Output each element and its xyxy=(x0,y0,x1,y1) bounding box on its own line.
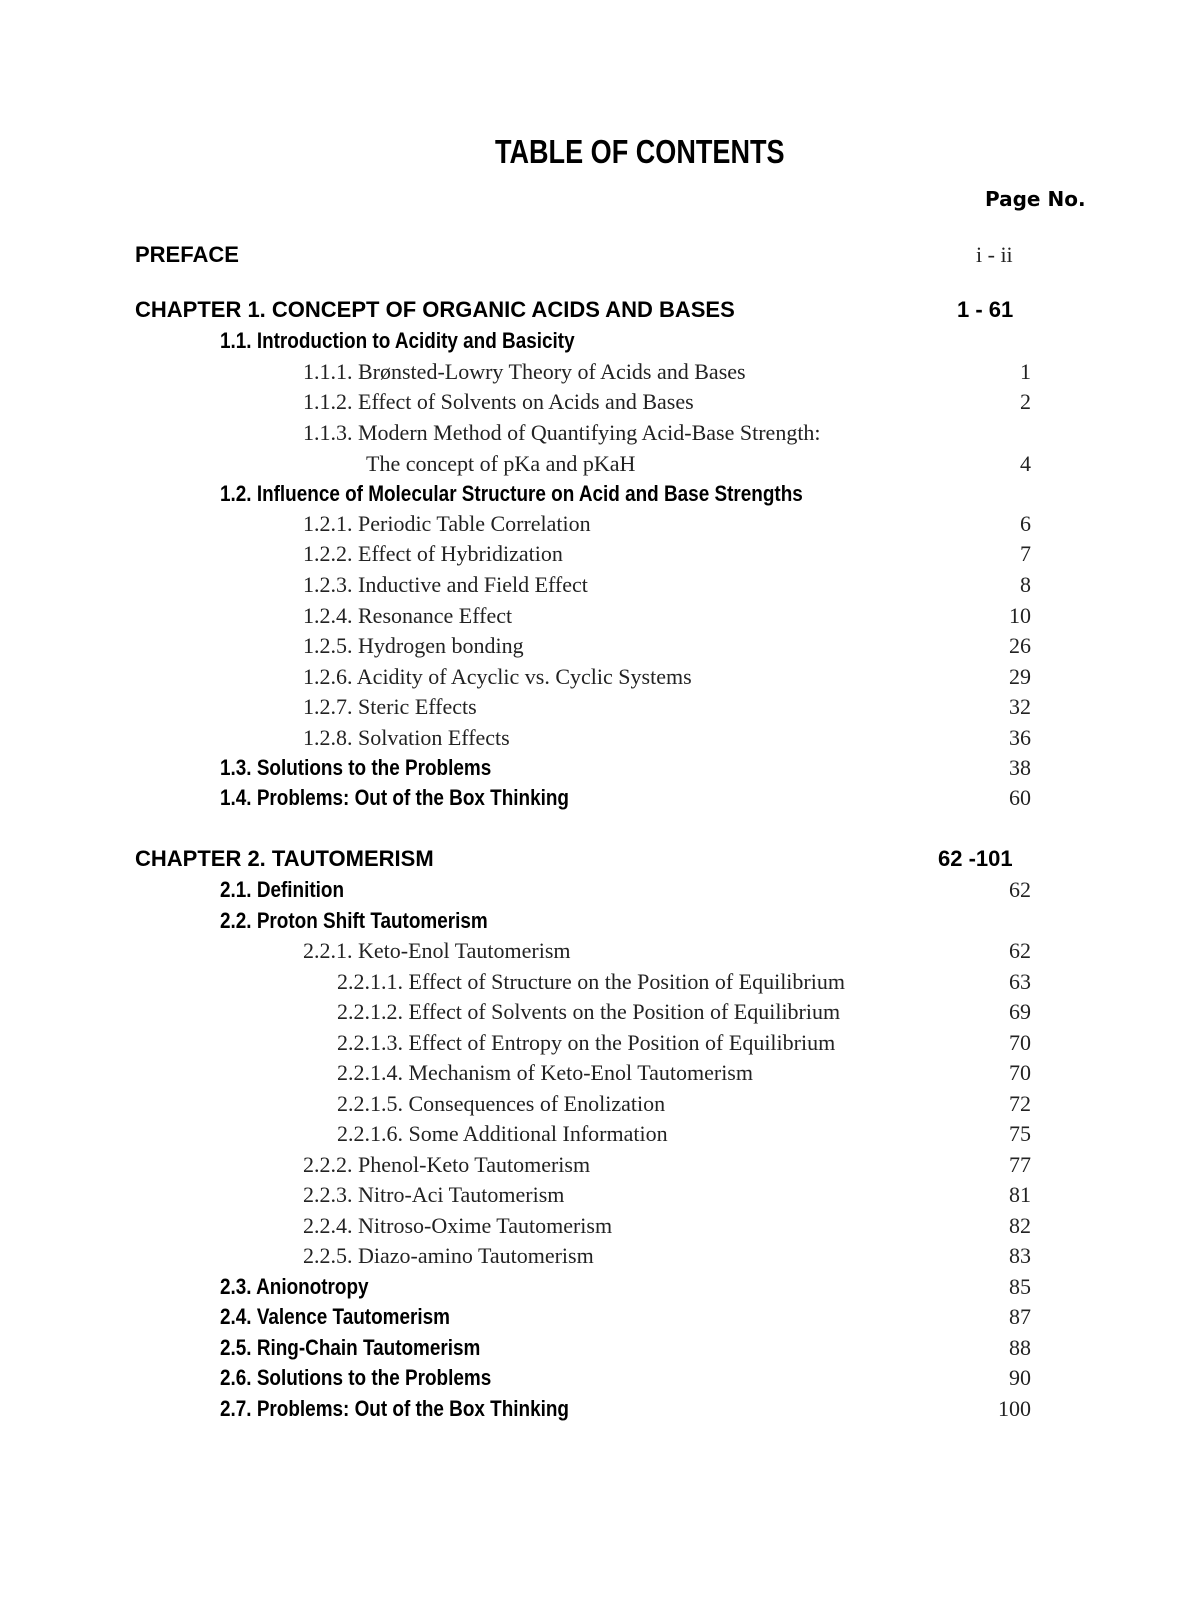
toc-entry-label: 1.1. Introduction to Acidity and Basicity xyxy=(220,328,575,353)
toc-section-entry xyxy=(0,1274,1200,1304)
toc-entry-page-number: 26 xyxy=(1009,633,1031,658)
toc-entry-label: 2.3. Anionotropy xyxy=(220,1274,369,1299)
toc-entry-page-number: 82 xyxy=(1009,1213,1031,1238)
toc-entry-page-number: 75 xyxy=(1009,1121,1031,1146)
toc-subsection-entry xyxy=(0,389,1200,419)
toc-entry-label: 1.2.4. Resonance Effect xyxy=(303,603,513,628)
toc-entry-label: 1.2.1. Periodic Table Correlation xyxy=(303,511,591,536)
toc-entry-label: 2.2.5. Diazo-amino Tautomerism xyxy=(303,1243,594,1268)
toc-entry-page-number: 62 xyxy=(1009,938,1031,963)
toc-subsection-entry xyxy=(0,694,1200,724)
toc-entry-label: The concept of pKa and pKaH xyxy=(366,451,636,476)
toc-entry-label: 2.2.1.5. Consequences of Enolization xyxy=(337,1091,666,1116)
toc-entry-label: 2.2.1.3. Effect of Entropy on the Position of Equilibrium xyxy=(337,1030,836,1055)
page-title: TABLE OF CONTENTS xyxy=(494,133,785,170)
toc-entry-page-number: 87 xyxy=(1009,1304,1031,1329)
toc-entry-page-number: 1 xyxy=(1020,359,1031,384)
toc-entry-page-number: 100 xyxy=(998,1396,1031,1421)
toc-entry-label: 1.2.2. Effect of Hybridization xyxy=(303,541,563,566)
toc-subsection-entry xyxy=(0,725,1200,755)
toc-entry-label: CHAPTER 2. TAUTOMERISM xyxy=(135,846,434,871)
toc-entry-label: 2.5. Ring-Chain Tautomerism xyxy=(220,1335,481,1360)
toc-entry-page-number: 83 xyxy=(1009,1243,1031,1268)
toc-entry-label: PREFACE xyxy=(135,242,239,267)
toc-entry-label: 1.1.2. Effect of Solvents on Acids and Bases xyxy=(303,389,694,414)
toc-entry-page-number: 32 xyxy=(1009,694,1031,719)
toc-entry-label: 2.2.1. Keto-Enol Tautomerism xyxy=(303,938,571,963)
toc-subsection-entry xyxy=(0,1030,1200,1060)
toc-subsection-entry xyxy=(0,359,1200,389)
toc-section-entry xyxy=(0,1335,1200,1365)
toc-entry-page-number: 72 xyxy=(1009,1091,1031,1116)
toc-subsection-entry xyxy=(0,420,1200,450)
toc-entry-page-number: 70 xyxy=(1009,1030,1031,1055)
toc-entry-page-number: 36 xyxy=(1009,725,1031,750)
toc-chapter-entry xyxy=(0,846,1200,876)
toc-entry-page-number: 70 xyxy=(1009,1060,1031,1085)
toc-entry-label: 2.1. Definition xyxy=(220,877,345,902)
toc-entry-label: 2.2. Proton Shift Tautomerism xyxy=(220,908,488,933)
toc-entry-label: 2.2.1.4. Mechanism of Keto-Enol Tautomerism xyxy=(337,1060,753,1085)
toc-entry-page-number: 63 xyxy=(1009,969,1031,994)
toc-subsection-entry xyxy=(0,451,1200,481)
toc-entry-page-number: 4 xyxy=(1020,451,1031,476)
toc-entry-label: CHAPTER 1. CONCEPT OF ORGANIC ACIDS AND BASES xyxy=(135,297,735,322)
toc-entry-label: 2.2.4. Nitroso-Oxime Tautomerism xyxy=(303,1213,613,1238)
toc-entry-label: 2.6. Solutions to the Problems xyxy=(220,1365,492,1390)
toc-section-entry xyxy=(0,755,1200,785)
toc-entry-label: 2.7. Problems: Out of the Box Thinking xyxy=(220,1396,569,1421)
toc-entry-page-number: 38 xyxy=(1009,755,1031,780)
toc-section-entry xyxy=(0,481,1200,511)
toc-entry-page-number: 6 xyxy=(1020,511,1031,536)
toc-entry-page-number: 29 xyxy=(1009,664,1031,689)
toc-subsection-entry xyxy=(0,999,1200,1029)
toc-section-entry xyxy=(0,908,1200,938)
toc-entry-page-number: 62 -101 xyxy=(938,846,1013,871)
toc-subsection-entry xyxy=(0,1243,1200,1273)
toc-entry-label: 1.2.8. Solvation Effects xyxy=(303,725,510,750)
toc-entry-page-number: 81 xyxy=(1009,1182,1031,1207)
toc-entry-page-number: i - ii xyxy=(976,242,1013,267)
toc-subsection-entry xyxy=(0,1182,1200,1212)
toc-entry-page-number: 2 xyxy=(1020,389,1031,414)
toc-subsection-entry xyxy=(0,603,1200,633)
toc-entry-label: 2.2.1.2. Effect of Solvents on the Position of Equilibrium xyxy=(337,999,841,1024)
toc-subsection-entry xyxy=(0,664,1200,694)
toc-section-entry xyxy=(0,785,1200,815)
toc-subsection-entry xyxy=(0,1152,1200,1182)
toc-entry-label: 2.2.3. Nitro-Aci Tautomerism xyxy=(303,1182,565,1207)
toc-section-entry xyxy=(0,1396,1200,1426)
toc-entry-label: 2.4. Valence Tautomerism xyxy=(220,1304,450,1329)
toc-entry-page-number: 8 xyxy=(1020,572,1031,597)
toc-entry-page-number: 88 xyxy=(1009,1335,1031,1360)
toc-entry-label: 2.2.1.1. Effect of Structure on the Position of Equilibrium xyxy=(337,969,845,994)
toc-subsection-entry xyxy=(0,1091,1200,1121)
toc-entry-label: 1.1.3. Modern Method of Quantifying Acid-Base Strength: xyxy=(303,420,821,445)
toc-subsection-entry xyxy=(0,511,1200,541)
toc-entry-label: 2.2.2. Phenol-Keto Tautomerism xyxy=(303,1152,591,1177)
toc-entry-page-number: 77 xyxy=(1009,1152,1031,1177)
toc-subsection-entry xyxy=(0,1060,1200,1090)
page-number-column-header: Page No. xyxy=(985,187,1086,211)
toc-section-entry xyxy=(0,1304,1200,1334)
toc-chapter-entry xyxy=(0,297,1200,327)
toc-entry-page-number: 1 - 61 xyxy=(957,297,1014,322)
toc-subsection-entry xyxy=(0,969,1200,999)
toc-subsection-entry xyxy=(0,1121,1200,1151)
toc-section-entry xyxy=(0,328,1200,358)
toc-entry-page-number: 60 xyxy=(1009,785,1031,810)
toc-entry-label: 1.2.3. Inductive and Field Effect xyxy=(303,572,588,597)
toc-entry-label: 1.4. Problems: Out of the Box Thinking xyxy=(220,785,569,810)
toc-subsection-entry xyxy=(0,1213,1200,1243)
toc-entry-label: 1.2.5. Hydrogen bonding xyxy=(303,633,524,658)
toc-entry-label: 1.1.1. Brønsted-Lowry Theory of Acids and Bases xyxy=(303,359,746,384)
toc-entry-label: 1.2. Influence of Molecular Structure on Acid and Base Strengths xyxy=(220,481,803,506)
toc-entry-label: 1.2.7. Steric Effects xyxy=(303,694,477,719)
toc-entry-page-number: 7 xyxy=(1020,541,1031,566)
toc-subsection-entry xyxy=(0,541,1200,571)
toc-subsection-entry xyxy=(0,633,1200,663)
toc-subsection-entry xyxy=(0,572,1200,602)
toc-entry-label: 1.2.6. Acidity of Acyclic vs. Cyclic Systems xyxy=(303,664,692,689)
toc-entry-label: 1.3. Solutions to the Problems xyxy=(220,755,492,780)
toc-preface-entry xyxy=(0,242,1200,272)
toc-section-entry xyxy=(0,1365,1200,1395)
toc-section-entry xyxy=(0,877,1200,907)
toc-entry-label: 2.2.1.6. Some Additional Information xyxy=(337,1121,668,1146)
toc-entry-page-number: 69 xyxy=(1009,999,1031,1024)
toc-entry-page-number: 85 xyxy=(1009,1274,1031,1299)
toc-entry-page-number: 62 xyxy=(1009,877,1031,902)
toc-subsection-entry xyxy=(0,938,1200,968)
toc-entry-page-number: 90 xyxy=(1009,1365,1031,1390)
toc-entry-page-number: 10 xyxy=(1009,603,1031,628)
